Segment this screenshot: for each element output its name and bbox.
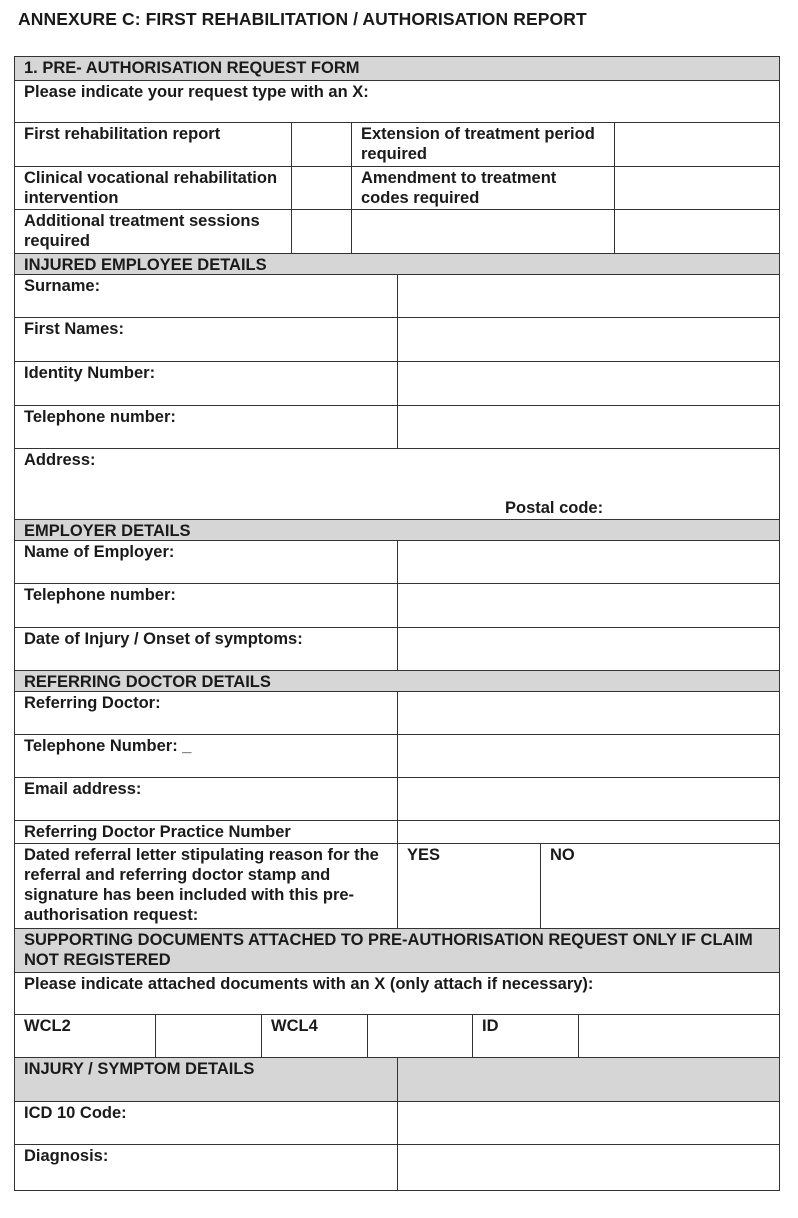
doctor-telephone-field[interactable] bbox=[397, 735, 779, 777]
field-row bbox=[15, 820, 779, 843]
field-row bbox=[15, 1101, 779, 1144]
identity-number-field[interactable] bbox=[397, 362, 779, 405]
injury-heading: INJURY / SYMPTOM DETAILS bbox=[15, 1058, 397, 1101]
employer-name-field[interactable] bbox=[397, 541, 779, 583]
field-row bbox=[15, 405, 779, 448]
surname-label: Surname: bbox=[24, 277, 101, 295]
address-label: Address: bbox=[24, 451, 96, 469]
option-extension-label: Extension of treatment period required bbox=[351, 123, 614, 166]
supporting-instruction: Please indicate attached documents with an X (only attach if necessary): bbox=[24, 975, 594, 993]
referral-letter-label: Dated referral letter stipulating reason for the referral and referring doctor stamp and signature has been included with this pre-authorisation request: bbox=[24, 846, 379, 924]
referring-doctor-field[interactable] bbox=[397, 692, 779, 734]
employee-heading: INJURED EMPLOYEE DETAILS bbox=[24, 256, 267, 274]
request-option-row bbox=[15, 166, 779, 209]
employer-telephone-field[interactable] bbox=[397, 584, 779, 627]
option-clinical-label: Clinical vocational rehabilitation intervention bbox=[24, 169, 278, 207]
field-row bbox=[15, 540, 779, 583]
field-row bbox=[15, 734, 779, 777]
option-first-rehab-checkbox[interactable] bbox=[291, 123, 351, 166]
employee-telephone-field[interactable] bbox=[397, 406, 779, 448]
option-amendment-checkbox[interactable] bbox=[614, 167, 779, 209]
first-names-field[interactable] bbox=[397, 318, 779, 361]
date-of-injury-field[interactable] bbox=[397, 628, 779, 670]
field-row bbox=[15, 583, 779, 627]
employer-telephone-label: Telephone number: bbox=[24, 586, 176, 604]
field-row bbox=[15, 317, 779, 361]
option-extension-checkbox[interactable] bbox=[614, 123, 779, 166]
referral-letter-row bbox=[15, 843, 779, 928]
employee-heading-row bbox=[15, 253, 779, 274]
option-amendment-label: Amendment to treatment codes required bbox=[351, 167, 614, 209]
supporting-heading-row bbox=[15, 928, 779, 972]
doctor-telephone-label: Telephone Number: _ bbox=[24, 737, 192, 755]
field-row bbox=[15, 361, 779, 405]
authorisation-form bbox=[14, 56, 780, 1191]
diagnosis-field[interactable] bbox=[397, 1145, 779, 1190]
request-option-row bbox=[15, 209, 779, 253]
employer-heading: EMPLOYER DETAILS bbox=[24, 522, 191, 540]
injury-heading-row bbox=[15, 1057, 779, 1101]
doc-wcl2-label: WCL2 bbox=[24, 1017, 71, 1035]
practice-number-label: Referring Doctor Practice Number bbox=[24, 823, 291, 841]
identity-number-label: Identity Number: bbox=[24, 364, 156, 382]
field-row bbox=[15, 1144, 779, 1190]
pre-auth-heading-row bbox=[15, 57, 779, 80]
doc-wcl4-checkbox[interactable] bbox=[367, 1015, 472, 1057]
employee-telephone-label: Telephone number: bbox=[24, 408, 176, 426]
doc-id-label: ID bbox=[472, 1015, 578, 1057]
field-row bbox=[15, 777, 779, 820]
email-address-label: Email address: bbox=[24, 780, 142, 798]
address-field[interactable] bbox=[15, 449, 779, 519]
empty-cell bbox=[351, 210, 614, 253]
address-row bbox=[15, 448, 779, 519]
postal-code-label: Postal code: bbox=[505, 499, 604, 517]
first-names-label: First Names: bbox=[24, 320, 124, 338]
referral-no-option[interactable]: NO bbox=[540, 844, 779, 928]
date-of-injury-label: Date of Injury / Onset of symptoms: bbox=[24, 630, 303, 648]
option-clinical-checkbox[interactable] bbox=[291, 167, 351, 209]
surname-field[interactable] bbox=[397, 275, 779, 317]
option-first-rehab-label: First rehabilitation report bbox=[24, 125, 221, 143]
request-type-instruction: Please indicate your request type with an X: bbox=[24, 83, 369, 101]
request-option-row bbox=[15, 122, 779, 166]
referring-doctor-label: Referring Doctor: bbox=[24, 694, 161, 712]
field-row bbox=[15, 691, 779, 734]
field-row bbox=[15, 274, 779, 317]
pre-auth-heading: 1. PRE- AUTHORISATION REQUEST FORM bbox=[24, 59, 360, 77]
supporting-docs-row bbox=[15, 1014, 779, 1057]
option-additional-checkbox[interactable] bbox=[291, 210, 351, 253]
page-title: ANNEXURE C: FIRST REHABILITATION / AUTHORISATION REPORT bbox=[18, 9, 587, 29]
empty-cell bbox=[614, 210, 779, 253]
practice-number-field[interactable] bbox=[397, 821, 779, 843]
field-row bbox=[15, 627, 779, 670]
email-address-field[interactable] bbox=[397, 778, 779, 820]
request-type-instruction-row bbox=[15, 80, 779, 122]
doctor-heading: REFERRING DOCTOR DETAILS bbox=[24, 673, 271, 691]
option-additional-label: Additional treatment sessions required bbox=[24, 212, 260, 250]
employer-name-label: Name of Employer: bbox=[24, 543, 175, 561]
supporting-instruction-row bbox=[15, 972, 779, 1014]
doc-wcl2-checkbox[interactable] bbox=[155, 1015, 261, 1057]
doc-id-checkbox[interactable] bbox=[578, 1015, 779, 1057]
doctor-heading-row bbox=[15, 670, 779, 691]
referral-yes-option[interactable]: YES bbox=[397, 844, 540, 928]
doc-wcl4-label: WCL4 bbox=[261, 1015, 367, 1057]
employer-heading-row bbox=[15, 519, 779, 540]
supporting-heading: SUPPORTING DOCUMENTS ATTACHED TO PRE-AUTHORISATION REQUEST ONLY IF CLAIM NOT REGISTERED bbox=[24, 931, 753, 969]
icd-code-field[interactable] bbox=[397, 1102, 779, 1144]
icd-code-label: ICD 10 Code: bbox=[24, 1104, 127, 1122]
diagnosis-label: Diagnosis: bbox=[24, 1147, 109, 1165]
injury-heading-blank bbox=[397, 1058, 779, 1101]
